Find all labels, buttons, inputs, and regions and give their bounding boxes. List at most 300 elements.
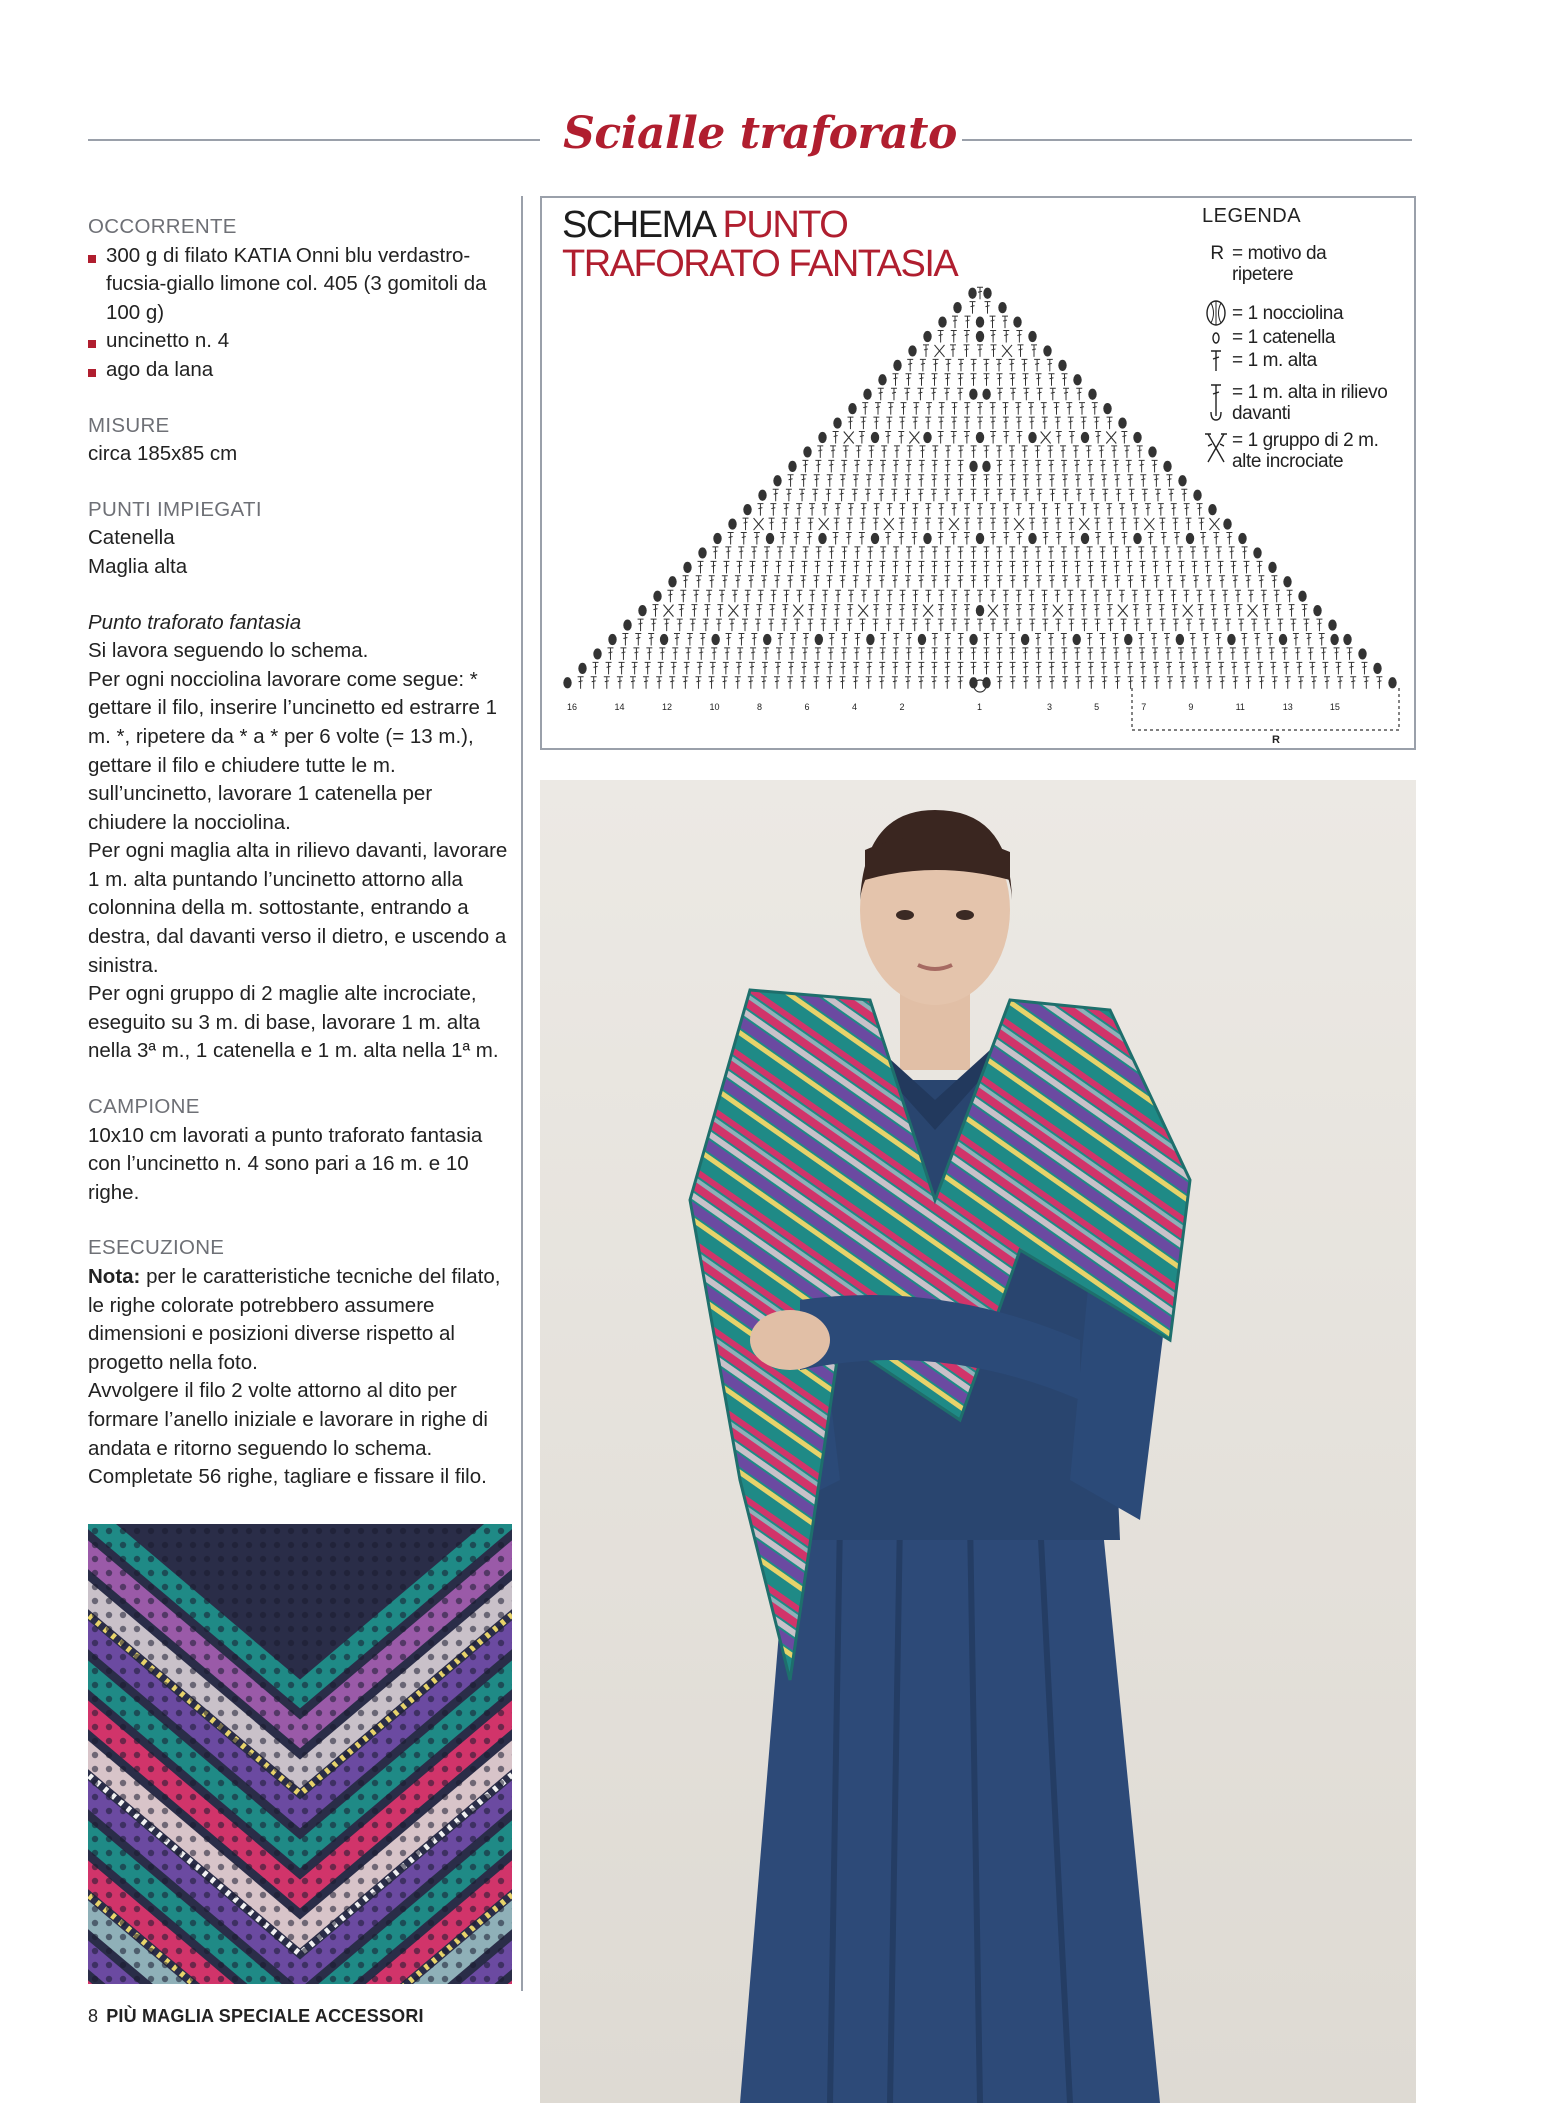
chart-stitch-icon bbox=[1153, 662, 1159, 674]
chart-stitch-icon bbox=[881, 446, 887, 458]
chart-stitch-icon bbox=[783, 504, 789, 516]
chart-stitch-icon bbox=[1257, 662, 1263, 674]
chart-stitch-icon bbox=[938, 417, 944, 429]
chart-stitch-icon bbox=[1086, 446, 1092, 458]
chart-stitch-icon bbox=[841, 460, 847, 472]
chart-stitch-icon bbox=[1248, 590, 1254, 602]
chart-stitch-icon bbox=[1003, 403, 1009, 415]
chart-stitch-icon bbox=[866, 662, 872, 674]
esecuzione-paragraph: Completate 56 righe, tagliare e fissare il filo. bbox=[88, 1465, 487, 1489]
chart-stitch-icon bbox=[957, 662, 963, 674]
chart-stitch-icon bbox=[745, 590, 751, 602]
chart-stitch-icon bbox=[945, 648, 951, 660]
chart-stitch-icon bbox=[1203, 547, 1209, 559]
chart-stitch-icon bbox=[885, 533, 891, 545]
chart-stitch-icon bbox=[1245, 576, 1251, 588]
chart-stitch-icon bbox=[1139, 460, 1145, 472]
chart-stitch-icon bbox=[698, 561, 704, 573]
chart-stitch-icon bbox=[862, 403, 868, 415]
chart-stitch-icon bbox=[912, 417, 918, 429]
chart-stitch-icon bbox=[1127, 561, 1133, 573]
chart-stitch-icon bbox=[1055, 504, 1061, 516]
chart-stitch-icon bbox=[725, 547, 731, 559]
chart-stitch-icon bbox=[1074, 547, 1080, 559]
chart-stitch-icon bbox=[983, 547, 989, 559]
chart-stitch-icon bbox=[1180, 576, 1186, 588]
chart-stitch-icon bbox=[888, 403, 894, 415]
chart-stitch-icon bbox=[638, 619, 644, 631]
chart-stitch-icon bbox=[983, 648, 989, 660]
chart-stitch-icon bbox=[762, 662, 768, 674]
chart-stitch-icon bbox=[1023, 677, 1029, 689]
chart-stitch-icon bbox=[1100, 634, 1106, 646]
chart-stitch-icon bbox=[859, 533, 865, 545]
chart-stitch-icon bbox=[1171, 504, 1177, 516]
legend-item-nocciolina bbox=[1202, 299, 1412, 327]
chart-row-number: 9 bbox=[1188, 702, 1194, 712]
chart-stitch-icon bbox=[1114, 662, 1120, 674]
chart-stitch-icon bbox=[789, 648, 795, 660]
chart-stitch-icon bbox=[1219, 576, 1225, 588]
chart-stitch-icon bbox=[1283, 576, 1291, 587]
column-divider bbox=[521, 196, 523, 1991]
chart-stitch-icon bbox=[990, 432, 996, 444]
chart-stitch-icon bbox=[846, 619, 852, 631]
chart-stitch-icon bbox=[808, 518, 814, 530]
chart-stitch-icon bbox=[736, 662, 742, 674]
chart-stitch-icon bbox=[879, 677, 885, 689]
chart-stitch-icon bbox=[887, 504, 893, 516]
chart-stitch-icon bbox=[957, 576, 963, 588]
chart-stitch-icon bbox=[1203, 634, 1209, 646]
chart-stitch-icon bbox=[925, 417, 931, 429]
chart-stitch-icon bbox=[1049, 576, 1055, 588]
chart-stitch-icon bbox=[1152, 460, 1158, 472]
chart-stitch-icon bbox=[918, 489, 924, 501]
chart-stitch-icon bbox=[1061, 634, 1067, 646]
chart-stitch-icon bbox=[674, 634, 680, 646]
chart-stitch-icon bbox=[1028, 403, 1034, 415]
chart-stitch-icon bbox=[787, 576, 793, 588]
crochet-detail-illustration bbox=[88, 1524, 512, 1984]
chart-stitch-icon bbox=[1101, 475, 1107, 487]
chart-stitch-icon bbox=[1095, 619, 1101, 631]
chart-stitch-icon bbox=[950, 345, 956, 357]
chart-stitch-icon bbox=[704, 605, 710, 617]
nota-text: per le caratteristiche tecniche del filato, le righe colorate potrebbero assumere dimensioni e posizioni diverse rispetto al progetto nella foto. bbox=[88, 1265, 501, 1374]
chart-stitch-icon bbox=[593, 662, 599, 674]
chart-stitch-icon bbox=[828, 648, 834, 660]
chart-stitch-icon bbox=[1129, 489, 1135, 501]
chart-stitch-icon bbox=[923, 331, 931, 342]
chart-stitch-icon bbox=[1274, 590, 1280, 602]
chart-stitch-icon bbox=[886, 619, 892, 631]
chart-stitch-icon bbox=[1244, 662, 1250, 674]
chart-stitch-icon bbox=[951, 619, 957, 631]
chart-stitch-icon bbox=[728, 533, 734, 545]
chart-stitch-icon bbox=[1062, 374, 1068, 386]
chart-stitch-icon bbox=[1147, 619, 1153, 631]
chart-stitch-icon bbox=[632, 662, 638, 674]
chart-stitch-icon bbox=[996, 359, 1002, 371]
punti-item: Maglia alta bbox=[88, 554, 188, 578]
chart-stitch-icon bbox=[652, 605, 658, 617]
chart-row-number: 2 bbox=[899, 702, 905, 712]
chart-stitch-icon bbox=[983, 288, 991, 299]
chart-stitch-icon bbox=[996, 446, 1002, 458]
chart-stitch-icon bbox=[1010, 677, 1016, 689]
chart-stitch-icon bbox=[891, 489, 897, 501]
chart-stitch-icon bbox=[1067, 590, 1073, 602]
chart-stitch-icon bbox=[563, 677, 571, 688]
chart-stitch-icon bbox=[1287, 590, 1293, 602]
chart-stitch-icon bbox=[1050, 489, 1056, 501]
chart-stitch-icon bbox=[818, 533, 826, 544]
chart-stitch-icon bbox=[1029, 605, 1035, 617]
chart-stitch-icon bbox=[898, 533, 904, 545]
chart-stitch-icon bbox=[834, 518, 840, 530]
chart-stitch-icon bbox=[1016, 605, 1022, 617]
chart-stitch-icon bbox=[1283, 662, 1289, 674]
chart-stitch-icon bbox=[743, 605, 749, 617]
chart-stitch-icon bbox=[1049, 677, 1055, 689]
chart-stitch-icon bbox=[1023, 374, 1029, 386]
chart-stitch-icon bbox=[918, 662, 924, 674]
chart-stitch-icon bbox=[803, 547, 809, 559]
chart-stitch-icon bbox=[1330, 634, 1338, 645]
chart-stitch-icon bbox=[951, 605, 957, 617]
chart-stitch-icon bbox=[1302, 605, 1308, 617]
chart-stitch-icon bbox=[827, 475, 833, 487]
chart-stitch-icon bbox=[706, 590, 712, 602]
chart-stitch-icon bbox=[958, 634, 964, 646]
chart-stitch-icon bbox=[1035, 648, 1041, 660]
chart-stitch-icon bbox=[796, 590, 802, 602]
chart-stitch-icon bbox=[918, 677, 924, 689]
chart-stitch-icon bbox=[1208, 504, 1216, 515]
list-item: uncinetto n. 4 bbox=[88, 327, 513, 356]
chart-stitch-icon bbox=[750, 561, 756, 573]
chart-stitch-icon bbox=[920, 446, 926, 458]
chart-stitch-icon bbox=[1140, 662, 1146, 674]
chart-stitch-icon bbox=[977, 590, 983, 602]
chart-stitch-icon bbox=[904, 388, 910, 400]
chart-stitch-icon bbox=[984, 662, 990, 674]
chart-stitch-icon bbox=[788, 475, 794, 487]
chart-stitch-icon bbox=[660, 634, 668, 645]
chart-row-number: 16 bbox=[567, 702, 578, 712]
chart-stitch-icon bbox=[1053, 605, 1063, 617]
chart-stitch-icon bbox=[1088, 389, 1096, 400]
chart-stitch-icon bbox=[1101, 662, 1107, 674]
chart-stitch-icon bbox=[606, 662, 612, 674]
chart-stitch-icon bbox=[843, 446, 849, 458]
chart-stitch-icon bbox=[971, 374, 977, 386]
chart-stitch-icon bbox=[899, 518, 905, 530]
chart-stitch-icon bbox=[1298, 677, 1304, 689]
chart-stitch-icon bbox=[1119, 590, 1125, 602]
chart-stitch-icon bbox=[1028, 432, 1036, 443]
chart-stitch-icon bbox=[770, 504, 776, 516]
chart-stitch-icon bbox=[1166, 561, 1172, 573]
chart-stitch-icon bbox=[900, 504, 906, 516]
chart-stitch-icon bbox=[754, 518, 764, 530]
chart-stitch-icon bbox=[651, 619, 657, 631]
chart-stitch-icon bbox=[893, 648, 899, 660]
chart-stitch-icon bbox=[712, 547, 718, 559]
chart-stitch-icon bbox=[945, 460, 951, 472]
chart-stitch-icon bbox=[643, 677, 649, 689]
chart-stitch-icon bbox=[1190, 634, 1196, 646]
chart-stitch-icon bbox=[1069, 533, 1075, 545]
chart-stitch-icon bbox=[776, 561, 782, 573]
chart-stitch-icon bbox=[1222, 590, 1228, 602]
chart-stitch-icon bbox=[1224, 605, 1230, 617]
chart-stitch-icon bbox=[678, 605, 684, 617]
chart-stitch-icon bbox=[944, 489, 950, 501]
chart-stitch-icon bbox=[773, 489, 779, 501]
legend-item-m-alta bbox=[1202, 348, 1412, 372]
chart-stitch-icon bbox=[1088, 576, 1094, 588]
chart-stitch-icon bbox=[969, 634, 977, 645]
chart-stitch-icon bbox=[1079, 518, 1089, 530]
chart-stitch-icon bbox=[830, 446, 836, 458]
chart-stitch-icon bbox=[1016, 417, 1022, 429]
chart-stitch-icon bbox=[1016, 504, 1022, 516]
chart-stitch-icon bbox=[697, 662, 703, 674]
chart-stitch-icon bbox=[964, 605, 970, 617]
page-number: 8 bbox=[88, 2006, 99, 2026]
chart-stitch-icon bbox=[964, 504, 970, 516]
chart-stitch-icon bbox=[1036, 475, 1042, 487]
chart-stitch-icon bbox=[855, 634, 861, 646]
chart-stitch-icon bbox=[842, 634, 848, 646]
chart-stitch-icon bbox=[1016, 533, 1022, 545]
chart-stitch-icon bbox=[906, 460, 912, 472]
chart-stitch-icon bbox=[964, 331, 970, 343]
chart-stitch-icon bbox=[1009, 648, 1015, 660]
chart-stitch-icon bbox=[1257, 561, 1263, 573]
chart-stitch-icon bbox=[1022, 547, 1028, 559]
page-footer bbox=[88, 2006, 424, 2027]
chart-stitch-icon bbox=[1186, 619, 1192, 631]
chart-stitch-icon bbox=[1028, 331, 1036, 342]
chart-stitch-icon bbox=[1088, 561, 1094, 573]
chart-stitch-icon bbox=[997, 561, 1003, 573]
chart-stitch-icon bbox=[742, 619, 748, 631]
chart-stitch-icon bbox=[1290, 619, 1296, 631]
chart-stitch-icon bbox=[1041, 432, 1051, 444]
legend-text: = 1 catenella bbox=[1232, 327, 1336, 348]
repeat-label: R bbox=[1272, 734, 1280, 746]
chart-stitch-icon bbox=[735, 576, 741, 588]
chart-stitch-icon bbox=[653, 591, 661, 602]
chart-stitch-icon bbox=[1229, 547, 1235, 559]
chart-stitch-icon bbox=[1151, 547, 1157, 559]
chart-stitch-icon bbox=[990, 417, 996, 429]
chart-stitch-icon bbox=[696, 576, 702, 588]
chart-stitch-icon bbox=[1003, 417, 1009, 429]
chart-stitch-icon bbox=[789, 561, 795, 573]
chart-stitch-icon bbox=[1048, 547, 1054, 559]
chart-stitch-icon bbox=[859, 432, 865, 444]
legend-text: = 1 gruppo di 2 m. alte incrociate bbox=[1232, 430, 1379, 472]
chart-stitch-icon bbox=[1081, 533, 1089, 544]
chart-stitch-icon bbox=[957, 475, 963, 487]
chart-stitch-icon bbox=[1173, 619, 1179, 631]
chart-row-number: 8 bbox=[757, 702, 763, 712]
chart-stitch-icon bbox=[964, 590, 970, 602]
chart-stitch-icon bbox=[988, 605, 998, 617]
chart-stitch-icon bbox=[944, 576, 950, 588]
chart-stitch-icon bbox=[788, 662, 794, 674]
chart-stitch-icon bbox=[1108, 533, 1114, 545]
chart-stitch-icon bbox=[795, 518, 801, 530]
chart-stitch-icon bbox=[743, 504, 751, 515]
chart-stitch-icon bbox=[713, 533, 721, 544]
legend-text: = 1 m. alta in rilievo davanti bbox=[1232, 382, 1388, 424]
chart-stitch-icon bbox=[1048, 648, 1054, 660]
chart-stitch-icon bbox=[1021, 634, 1029, 645]
chart-stitch-icon bbox=[799, 489, 805, 501]
chart-stitch-icon bbox=[951, 417, 957, 429]
chart-stitch-icon bbox=[829, 634, 835, 646]
chart-stitch-icon bbox=[750, 648, 756, 660]
chart-stitch-icon bbox=[664, 619, 670, 631]
chart-stitch-icon bbox=[1205, 561, 1211, 573]
chart-stitch-icon bbox=[957, 677, 963, 689]
chart-stitch-icon bbox=[833, 432, 839, 444]
chart-stitch-icon bbox=[703, 619, 709, 631]
chart-stitch-icon bbox=[1244, 561, 1250, 573]
chart-stitch-icon bbox=[1121, 432, 1127, 444]
chart-stitch-icon bbox=[905, 475, 911, 487]
chart-stitch-icon bbox=[1125, 547, 1131, 559]
chart-stitch-icon bbox=[1303, 619, 1309, 631]
chart-stitch-icon bbox=[1205, 662, 1211, 674]
chart-stitch-icon bbox=[944, 662, 950, 674]
chart-stitch-icon bbox=[990, 518, 996, 530]
chart-stitch-icon bbox=[695, 677, 701, 689]
chart-stitch-icon bbox=[1166, 475, 1172, 487]
chart-stitch-icon bbox=[1226, 533, 1232, 545]
chart-stitch-icon bbox=[944, 677, 950, 689]
chart-stitch-icon bbox=[1237, 605, 1243, 617]
chart-stitch-icon bbox=[1094, 518, 1100, 530]
chart-stitch-icon bbox=[1200, 533, 1206, 545]
chart-stitch-icon bbox=[710, 662, 716, 674]
punti-title: PUNTI IMPIEGATI bbox=[88, 497, 262, 521]
chart-stitch-icon bbox=[933, 359, 939, 371]
chart-stitch-icon bbox=[787, 677, 793, 689]
chart-stitch-icon bbox=[1206, 576, 1212, 588]
list-item: 300 g di filato KATIA Onni blu verdastro-fucsia-giallo limone col. 405 (3 gomitoli da 100 g) bbox=[88, 242, 513, 328]
chart-stitch-icon bbox=[1049, 561, 1055, 573]
chart-stitch-icon bbox=[776, 648, 782, 660]
chart-stitch-icon bbox=[790, 634, 796, 646]
chart-stitch-icon bbox=[1075, 662, 1081, 674]
chart-stitch-icon bbox=[815, 648, 821, 660]
chart-stitch-icon bbox=[1148, 446, 1156, 457]
chart-stitch-icon bbox=[1095, 432, 1101, 444]
chart-stitch-icon bbox=[984, 374, 990, 386]
punto-title: Punto traforato fantasia bbox=[88, 610, 302, 634]
crochet-chart-box bbox=[540, 196, 1416, 750]
chart-stitch-icon bbox=[1171, 590, 1177, 602]
chart-stitch-icon bbox=[990, 590, 996, 602]
chart-stitch-icon bbox=[958, 648, 964, 660]
chart-stitch-icon bbox=[698, 648, 704, 660]
chart-stitch-icon bbox=[1068, 619, 1074, 631]
chart-stitch-icon bbox=[860, 417, 866, 429]
chart-stitch-icon bbox=[591, 677, 597, 689]
chart-stitch-icon bbox=[945, 374, 951, 386]
chart-stitch-icon bbox=[1120, 518, 1126, 530]
chart-stitch-icon bbox=[971, 561, 977, 573]
chart-stitch-icon bbox=[1363, 677, 1369, 689]
repeat-bracket bbox=[1132, 688, 1399, 730]
chart-stitch-icon bbox=[971, 359, 977, 371]
chart-stitch-icon bbox=[1081, 605, 1087, 617]
chart-stitch-icon bbox=[1095, 533, 1101, 545]
chart-stitch-icon bbox=[1101, 561, 1107, 573]
chart-stitch-icon bbox=[819, 518, 829, 530]
chart-stitch-icon bbox=[841, 547, 847, 559]
chart-stitch-icon bbox=[1093, 504, 1099, 516]
chart-stitch-icon bbox=[879, 662, 885, 674]
chart-stitch-icon bbox=[1093, 590, 1099, 602]
punto-paragraph: Per ogni maglia alta in rilievo davanti, lavorare 1 m. alta puntando l’uncinetto attorno alla colonnina della m. sottostante, entrando a destra, dal davanti verso il dietro, e uscendo a sinistra. bbox=[88, 839, 508, 977]
chart-stitch-icon bbox=[1108, 619, 1114, 631]
chart-stitch-icon bbox=[1373, 663, 1381, 674]
chart-stitch-icon bbox=[1069, 432, 1075, 444]
chart-stitch-icon bbox=[905, 662, 911, 674]
chart-stitch-icon bbox=[839, 489, 845, 501]
chart-stitch-icon bbox=[1022, 648, 1028, 660]
chart-stitch-icon bbox=[717, 605, 723, 617]
chart-stitch-icon bbox=[932, 648, 938, 660]
chart-stitch-icon bbox=[1056, 533, 1062, 545]
chart-stitch-icon bbox=[687, 634, 693, 646]
punto-paragraph: Per ogni nocciolina lavorare come segue: * gettare il filo, inserire l’uncinetto ed estrarre 1 m. *, ripetere da * a * per 6 volte (= 13 m.), gettare il filo e chiudere tutte le m. sull’uncinetto, lavorare 1 catenella per chiudere la nocciolina. bbox=[88, 667, 498, 834]
chart-stitch-icon bbox=[1043, 345, 1051, 356]
chart-stitch-icon bbox=[847, 605, 853, 617]
chart-stitch-icon bbox=[1193, 677, 1199, 689]
chart-stitch-icon bbox=[1361, 662, 1367, 674]
chart-stitch-icon bbox=[1145, 590, 1151, 602]
chart-stitch-icon bbox=[769, 605, 775, 617]
chart-stitch-icon bbox=[1277, 619, 1283, 631]
chart-stitch-icon bbox=[944, 475, 950, 487]
chart-stitch-icon bbox=[878, 374, 886, 385]
chart-stitch-icon bbox=[906, 561, 912, 573]
chart-stitch-icon bbox=[1183, 590, 1189, 602]
chart-stitch-icon bbox=[1088, 662, 1094, 674]
chart-stitch-icon bbox=[1003, 533, 1009, 545]
chart-stitch-icon bbox=[1094, 605, 1100, 617]
chart-stitch-icon bbox=[1068, 605, 1074, 617]
chart-stitch-icon bbox=[866, 576, 872, 588]
chart-stitch-icon bbox=[1269, 648, 1275, 660]
chart-stitch-icon bbox=[1010, 475, 1016, 487]
chart-stitch-icon bbox=[826, 677, 832, 689]
chart-stitch-icon bbox=[1107, 417, 1113, 429]
chart-stitch-icon bbox=[1264, 619, 1270, 631]
chart-stitch-icon bbox=[879, 475, 885, 487]
chart-stitch-icon bbox=[932, 374, 938, 386]
chart-stitch-icon bbox=[1087, 634, 1093, 646]
chart-stitch-icon bbox=[1049, 475, 1055, 487]
